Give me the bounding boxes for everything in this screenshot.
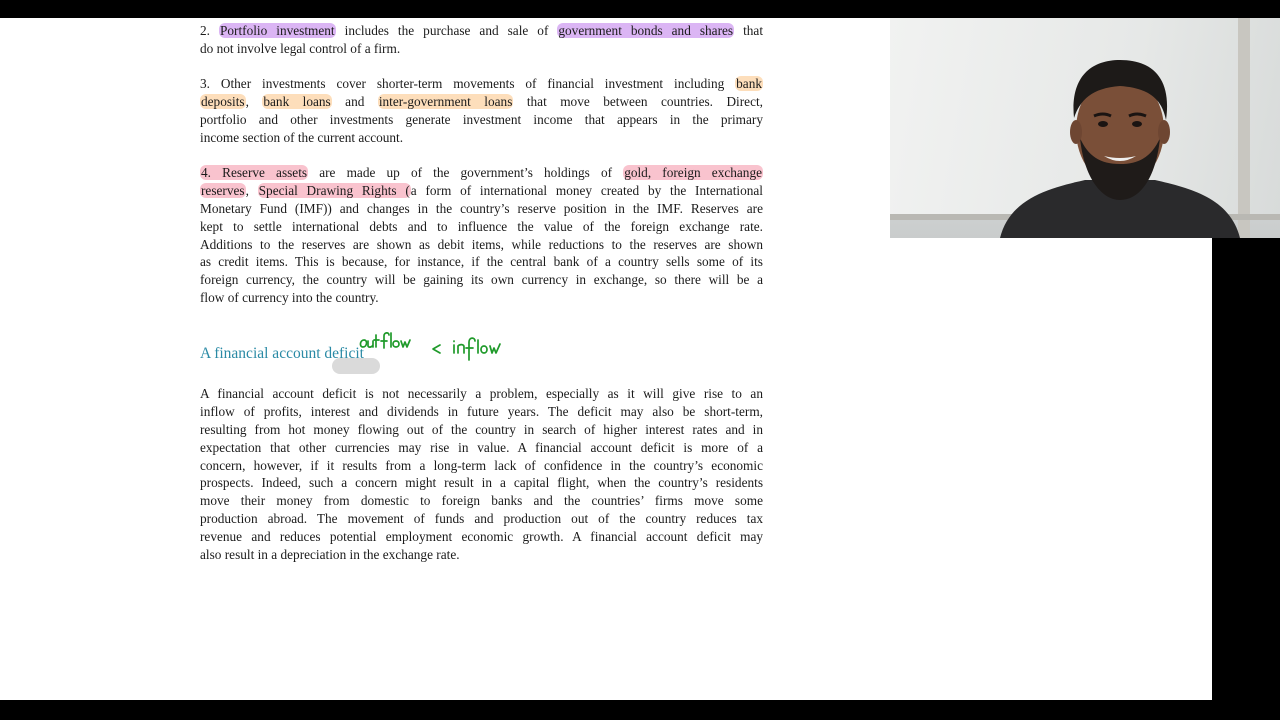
text-line (200, 474, 763, 492)
text-run: 2. (200, 23, 219, 38)
text-line (200, 200, 763, 218)
text-run: portfolio and other investments generate investment income that appears in the primary (200, 111, 763, 127)
highlighted-text: bank loans (263, 93, 331, 109)
highlighted-text: gold, foreign exchange (624, 165, 763, 180)
highlighted-text: Special Drawing Rights ( (258, 182, 410, 198)
text-line (200, 439, 763, 457)
text-line (200, 129, 763, 147)
right-black-bar (1212, 238, 1280, 720)
highlighted-text: government bonds and shares (558, 23, 734, 38)
text-line (200, 218, 763, 236)
text-run: Monetary Fund (IMF)) and changes in the country’s reserve position in the IMF. Reserves are (200, 200, 763, 216)
text-run: that (734, 23, 763, 38)
highlighted-text: bank (736, 76, 762, 91)
text-line (200, 421, 763, 439)
paragraph-reserve-assets (200, 164, 763, 307)
text-line (200, 528, 763, 546)
text-line (200, 403, 763, 421)
section-heading: A financial account deficit (200, 345, 364, 362)
text-run: 3. Other investments cover shorter-term movements of financial investment including (200, 76, 736, 91)
text-line (200, 164, 763, 182)
highlighted-text: Portfolio investment (219, 23, 335, 38)
text-line (200, 510, 763, 528)
highlighted-text: reserves (201, 182, 245, 198)
text-run: expectation that other currencies may rise in value. A financial account deficit is more of a (200, 439, 763, 455)
text-run: revenue and reduces potential employment economic growth. A financial account deficit may (200, 529, 763, 545)
text-line (200, 22, 763, 40)
text-line (200, 93, 763, 111)
text-run: , (245, 93, 263, 109)
text-line (200, 253, 763, 271)
text-run: concern, however, if it results from a long-term lack of confidence in the country’s economic (200, 457, 763, 473)
text-run: that move between countries. Direct, (513, 93, 763, 109)
presenter-figure (990, 38, 1250, 238)
text-line (200, 289, 763, 307)
text-line (200, 546, 763, 564)
text-run: move their money from domestic to foreign banks and the countries’ firms move some (200, 493, 763, 509)
text-run: resulting from hot money flowing out of the country in search of higher interest rates and in (200, 421, 763, 437)
text-run: A financial account deficit is not necessarily a problem, especially as it will give rise to an (200, 386, 763, 401)
text-line (200, 40, 763, 58)
text-run: inflow of profits, interest and dividends in future years. The deficit may also be short-term, (200, 403, 763, 419)
text-run: and (331, 93, 378, 109)
text-run: , (245, 182, 258, 198)
handwritten-annotation (356, 324, 516, 370)
text-run: prospects. Indeed, such a concern might result in a capital flight, when the country’s residents (200, 475, 763, 491)
text-run: includes the purchase and sale of (335, 23, 558, 38)
paragraph-portfolio-investment (200, 22, 763, 58)
bottom-black-bar (0, 700, 1280, 720)
highlighted-text: inter-government loans (378, 93, 513, 109)
paragraph-financial-account-deficit (200, 385, 763, 564)
paragraph-other-investments (200, 75, 763, 147)
text-line (200, 271, 763, 289)
highlighted-text: deposits (201, 93, 245, 109)
webcam-overlay (890, 18, 1280, 238)
highlighted-text: 4. Reserve assets (201, 165, 308, 180)
text-line (200, 182, 763, 200)
text-run: production abroad. The movement of funds and production out of the country reduces tax (200, 511, 763, 527)
text-line (200, 75, 763, 93)
text-run: income section of the current account. (200, 129, 404, 145)
top-black-bar (0, 0, 1280, 18)
text-line (200, 236, 763, 254)
text-run: foreign currency, the country will be gaining its own currency in exchange, so there will be a (200, 272, 763, 288)
text-run: a form of international money created by the International (410, 182, 763, 198)
text-line (200, 492, 763, 510)
text-run: flow of currency into the country. (200, 290, 379, 306)
text-line (200, 111, 763, 129)
text-run: do not involve legal control of a firm. (200, 40, 401, 56)
text-run: also result in a depreciation in the exchange rate. (200, 547, 460, 563)
text-run: Additions to the reserves are shown as debit items, while reductions to the reserves are shown (200, 236, 763, 252)
text-run: as credit items. This is because, for instance, if the central bank of a country sells some of its (200, 254, 763, 270)
text-line (200, 457, 763, 475)
text-run: kept to settle international debts and to influence the value of the foreign exchange rate. (200, 218, 763, 234)
text-run: are made up of the government’s holdings of (308, 165, 624, 180)
text-line (200, 385, 763, 403)
